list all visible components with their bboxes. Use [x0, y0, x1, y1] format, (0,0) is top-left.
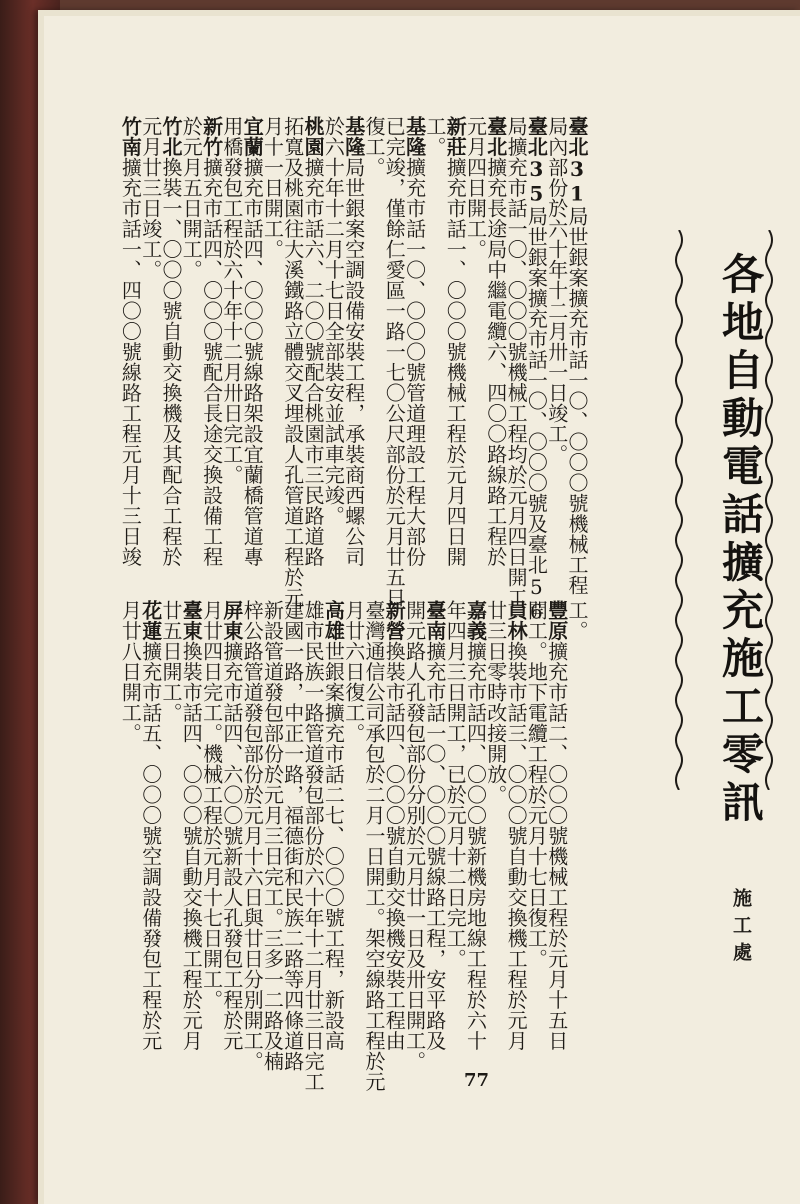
- author-byline: 施工處: [730, 888, 752, 969]
- place-name: 臺南: [422, 600, 447, 641]
- column-text: 換裝市話三、〇〇〇號自動交換機工程於元月: [504, 641, 529, 1051]
- column-text: 開工。地下電纜工程於元月十七日復工。: [524, 600, 549, 969]
- place-name: 竹北: [159, 116, 183, 157]
- text-column: [382, 116, 405, 608]
- place-name: 新營: [382, 600, 407, 641]
- page: [44, 16, 800, 1204]
- place-name: 嘉義: [463, 600, 488, 641]
- column-text: 擴充長途局中繼電纜六、四〇〇路線路工程於: [483, 157, 508, 567]
- column-text: 月十一日開工。: [260, 116, 285, 260]
- column-text: 擴充市話四、〇〇〇號線路架設宜蘭橋管道專: [240, 157, 265, 567]
- place-name: 花蓮: [138, 600, 163, 641]
- column-text: 拓寬及桃園往大溪鐵路立體交叉埋設人孔管道工程於元: [280, 116, 305, 608]
- text-column: [443, 116, 466, 567]
- column-text: 擴充市話一、〇〇〇號機械工程於元月四日開: [443, 157, 468, 567]
- column-text: 換裝一、〇〇〇號自動交換機及其配合工程於: [159, 157, 183, 567]
- column-text: 廿五日開工。: [159, 600, 183, 723]
- column-text: 擴充市話一〇、〇〇〇號管道理設工程大部份: [402, 157, 427, 567]
- column-text: 擴充市話六、二〇〇號配合桃園市三民路道路: [301, 157, 326, 567]
- column-text: 梓公路管道發包部份於元月十六日與廿日分別開工。: [240, 600, 265, 1072]
- column-text: 換裝市話四、〇〇〇號自動交換機工程於元月: [179, 641, 204, 1051]
- column-text: 開元路人孔發包部份分別於元月廿一日及卅日開工。: [402, 600, 427, 1072]
- place-name: 臺北: [483, 116, 508, 157]
- column-text: 擴充市話五、〇〇〇號空調設備發包工程於元: [138, 641, 163, 1051]
- place-name: 屏東: [219, 600, 244, 641]
- column-text: 世銀案擴充市話二七、〇〇〇號工程，新設高: [321, 641, 346, 1051]
- place-name: 臺北31: [565, 116, 589, 206]
- place-name: 臺東: [179, 600, 204, 641]
- place-name: 宜蘭: [240, 116, 265, 157]
- place-name: 新竹: [199, 116, 224, 157]
- column-text: 元月四日開工。: [463, 116, 488, 260]
- column-text: 元月廿三日竣工。: [138, 116, 163, 280]
- place-name: 員林: [504, 600, 529, 641]
- column-text: 建國一路，中正一路，福德街和民族二路等四條道路: [280, 600, 305, 1072]
- column-text: 擴充市話二、〇〇〇號機械工程於元月十五日: [544, 641, 569, 1051]
- column-text: 擴充市話四、〇〇〇號配合長途交換設備工程: [199, 157, 224, 567]
- column-text: 工。: [422, 116, 447, 157]
- place-name: 高雄: [321, 600, 346, 641]
- place-name: 基隆: [341, 116, 366, 157]
- column-text: 局內部份於六十年十二月卅一日竣工。: [544, 116, 569, 465]
- column-text: 新設管道發包部份於元月三日完工。三多一二路及楠: [260, 600, 285, 1072]
- column-text: 雄市民族一路管道發包部份於六十年十二月廿三日完工: [301, 600, 326, 1092]
- column-text: 用橋發包工程於六十年十二月卅日完工。: [219, 116, 244, 485]
- column-text: 擴充市話一、四〇〇號線路工程元月十三日竣: [118, 157, 143, 567]
- page-number: 77: [464, 1070, 490, 1091]
- column-text: 月廿八日開工。: [118, 600, 143, 744]
- column-text: 廿三日零時改接開放。: [483, 600, 508, 805]
- column-text: 臺灣通信公司承包於二月一日開工。架空線路工程於元: [362, 600, 386, 1092]
- place-name: 桃園: [301, 116, 326, 157]
- column-text: 年四月三日開工，已於元月十二日完工。: [443, 600, 468, 969]
- column-text: 於元月五日開工。: [179, 116, 204, 280]
- column-text: 局擴充市話一〇、〇〇〇號機械工程均於元月四日開工: [504, 116, 529, 608]
- place-name: 竹南: [118, 116, 143, 157]
- column-text: 擴充市話一〇、〇〇〇號線路工程，安平路及: [422, 641, 447, 1051]
- column-text: 局世銀案擴充市話一〇、〇〇〇號及臺北56: [524, 206, 549, 624]
- article-title: 各地自動電話擴充施工零訊: [716, 252, 765, 828]
- column-text: 換裝市話四、〇〇〇號自動交換機安裝工程由: [382, 641, 407, 1051]
- column-text: 局世銀案擴充市話一〇、〇〇〇號機械工程: [565, 206, 589, 596]
- place-name: 豐原: [544, 600, 569, 641]
- column-text: 擴充市話四、六〇〇號新設人孔發包工程於元: [219, 641, 244, 1051]
- column-text: 於六十年十二月十七日全部裝安並試車完竣。: [321, 116, 346, 526]
- place-name: 臺北35: [524, 116, 549, 206]
- column-text: 月廿四日完工。機械工程於元月十七日開工。: [199, 600, 224, 1010]
- column-text: 月廿六日復工。: [341, 600, 366, 744]
- column-text: 擴充市話四、〇〇〇號新機房地線工程於六十: [463, 641, 488, 1051]
- column-text: 復工。: [362, 116, 386, 178]
- place-name: 新莊: [443, 116, 468, 157]
- column-text: 已完竣，僅餘仁愛區一路一七〇公尺部份於元月廿五日: [382, 116, 407, 608]
- text-column: [118, 600, 141, 744]
- column-text: 工。: [565, 600, 589, 641]
- column-text: 局世銀案空調設備安裝工程，承裝商西螺公司: [341, 157, 366, 567]
- place-name: 基隆: [402, 116, 427, 157]
- wavy-border-left: [672, 230, 686, 790]
- text-column: [118, 116, 141, 567]
